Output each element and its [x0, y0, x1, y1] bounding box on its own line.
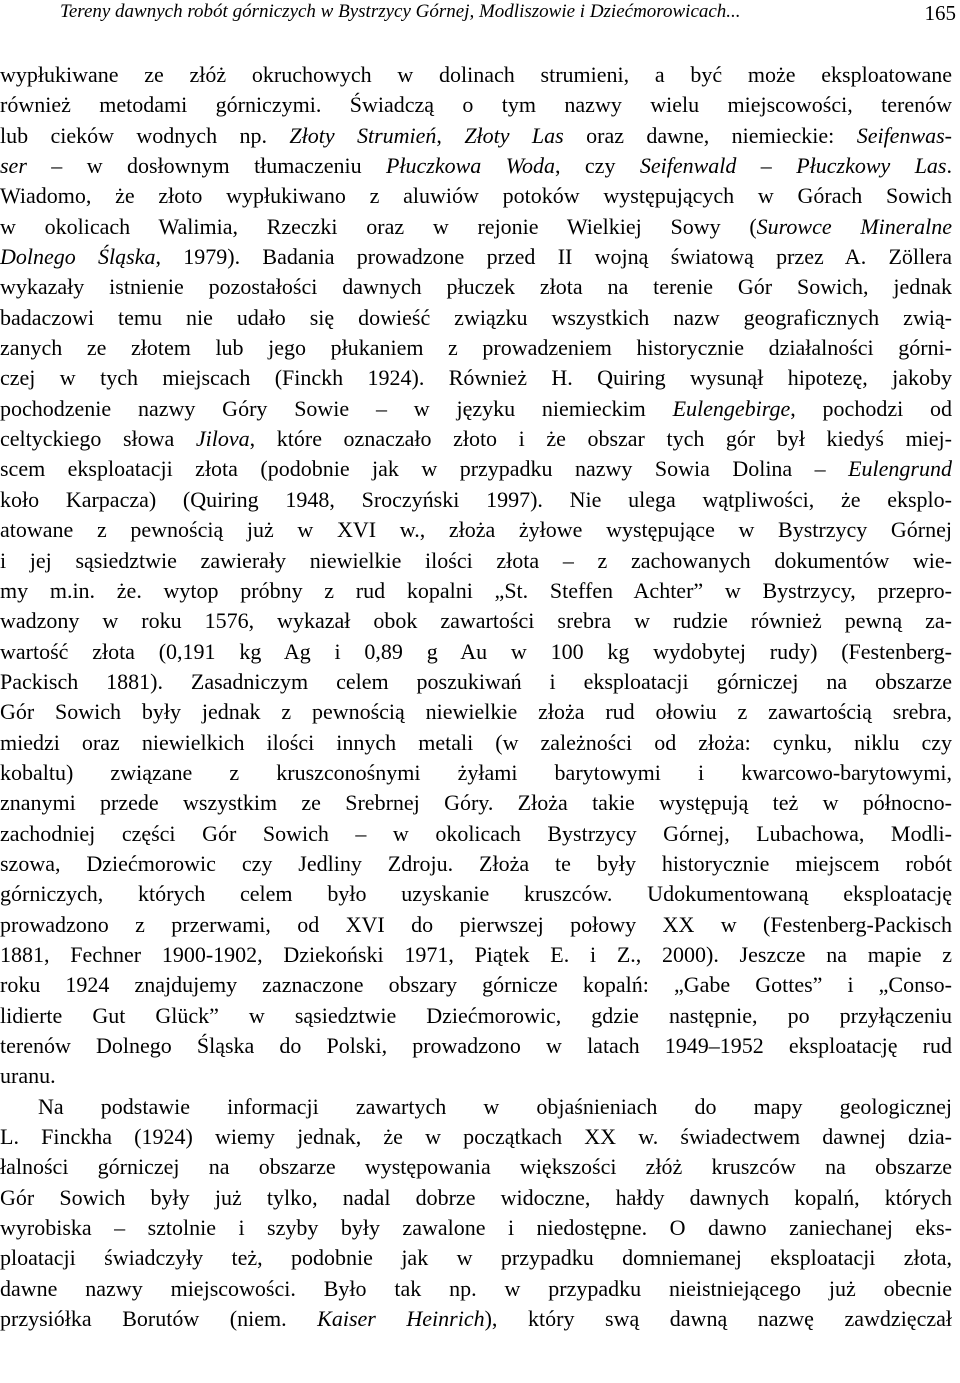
text-segment: uranu.: [0, 1063, 56, 1089]
text-line: [0, 181, 952, 211]
text-line: [0, 454, 952, 484]
text-segment: ), który swą dawną nazwę zawdzięczał: [484, 1306, 952, 1332]
text-line: [0, 1092, 952, 1122]
text-segment: Gór Sowich były już tylko, nadal dobrze widoczne, hałdy dawnych kopalń, których: [0, 1184, 952, 1210]
text-segment: szowa, Dziećmorowic czy Jedliny Zdroju. Złoża te były historycznie miejscem robót: [0, 850, 952, 876]
text-line: [0, 546, 952, 576]
text-segment: również metodami górniczymi. Świadczą o tym nazwy wielu miejscowości, terenów: [0, 92, 952, 118]
page-number: 165: [924, 1, 956, 25]
text-segment: oraz dawne, niemieckie:: [563, 122, 857, 148]
text-segment: , które oznaczało złoto i że obszar tych gór był kiedyś miej-: [249, 426, 952, 452]
text-segment: czej w tych miejscach (Finckh 1924). Również H. Quiring wysunął hipotezę, jakoby: [0, 365, 952, 391]
text-line: [0, 212, 952, 242]
text-segment: łalności górniczej na obszarze występowania większości złóż kruszców na obszarze: [0, 1154, 952, 1180]
text-line: [0, 1213, 952, 1243]
text-segment: znanymi przede wszystkim ze Srebrnej Góry. Złoża takie występują też w północno-: [0, 790, 952, 816]
text-line: [0, 940, 952, 970]
text-segment: prowadzono z przerwami, od XVI do pierwszej połowy XX w (Festenberg-Packisch: [0, 911, 952, 937]
text-segment: dawne nazwy miejscowości. Było tak np. w przypadku nieistniejącego już obecnie: [0, 1275, 952, 1301]
text-line: [0, 60, 952, 90]
italic-text-segment: Złoty Las: [464, 122, 564, 148]
text-line: [0, 879, 952, 909]
italic-text-segment: Dolnego Śląska: [0, 244, 156, 270]
text-segment: , pochodzi od: [790, 395, 952, 421]
running-header-title: Tereny dawnych robót górniczych w Bystrzycy Górnej, Modliszowie i Dziećmorowicach...: [60, 1, 741, 22]
text-segment: miedzi oraz niewielkich ilości innych metali (w zależności od złoża: cynku, niklu czy: [0, 729, 952, 755]
text-segment: my m.in. że. wytop próbny z rud kopalni „St. Steffen Achter” w Bystrzycy, przepro-: [0, 577, 952, 603]
text-line: [0, 970, 952, 1000]
text-segment: Na podstawie informacji zawartych w objaśnieniach do mapy geologicznej: [38, 1093, 952, 1119]
text-segment: koło Karpacza) (Quiring 1948, Sroczyński 1997). Nie ulega wątpliwości, że eksplo-: [0, 486, 952, 512]
italic-text-segment: Złoty Strumień: [289, 122, 437, 148]
text-line: [0, 576, 952, 606]
text-segment: wartość złota (0,191 kg Ag i 0,89 g Au w 100 kg wydobytej rudy) (Festenberg-: [0, 638, 952, 664]
text-segment: i jej sąsiedztwie zawierały niewielkie ilości złota – z zachowanych dokumentów wie-: [0, 547, 952, 573]
text-line: [0, 758, 952, 788]
text-segment: , 1979). Badania prowadzone przed II wojną światową przez A. Zöllera: [155, 244, 953, 270]
text-line: [0, 728, 952, 758]
italic-text-segment: Eulengebirge: [672, 395, 791, 421]
text-segment: Wiadomo, że złoto wypłukiwano z aluwiów potoków występujących w Górach Sowich: [0, 183, 952, 209]
text-segment: wypłukiwane ze złóż okruchowych w dolinach strumieni, a być może eksploatowane: [0, 62, 952, 87]
text-segment: badaczowi temu nie udało się dowieść związku wszystkich nazw geograficznych zwią-: [0, 304, 952, 330]
text-line: [0, 394, 952, 424]
text-line: [0, 1183, 952, 1213]
text-line: [0, 121, 952, 151]
text-line: [0, 697, 952, 727]
text-segment: w okolicach Walimia, Rzeczki oraz w rejonie Wielkiej Sowy (: [0, 213, 757, 239]
text-segment: L. Finckha (1924) wiemy jednak, że w początkach XX w. świadectwem dawnej dzia-: [0, 1124, 952, 1150]
text-line: [0, 1031, 952, 1061]
italic-text-segment: Kaiser Heinrich: [317, 1306, 485, 1332]
text-line: [0, 1001, 952, 1031]
text-line: [0, 90, 952, 120]
text-segment: terenów Dolnego Śląska do Polski, prowadzono w latach 1949–1952 eksploatację rud: [0, 1033, 952, 1058]
text-line: [0, 303, 952, 333]
text-segment: , czy: [555, 153, 640, 179]
text-segment: Gór Sowich były jednak z pewnością niewielkie złoża rud ołowiu z zawartością srebra,: [0, 699, 952, 725]
text-segment: zachodniej części Gór Sowich – w okolicach Bystrzycy Górnej, Lubachowa, Modli-: [0, 820, 952, 846]
text-segment: – w dosłownym tłumaczeniu: [26, 153, 386, 179]
text-line: [0, 1061, 952, 1091]
text-segment: .: [946, 153, 952, 179]
text-segment: lub cieków wodnych np.: [0, 122, 290, 148]
italic-text-segment: Surowce Mineralne: [756, 213, 952, 239]
text-line: [0, 242, 952, 272]
text-segment: górniczych, których celem było uzyskanie kruszców. Udokumentowaną eksploatację: [0, 881, 952, 907]
text-segment: scem eksploatacji złota (podobnie jak w przypadku nazwy Sowia Dolina –: [0, 456, 849, 482]
text-segment: kobaltu) związane z kruszconośnymi żyłami barytowymi i kwarcowo-barytowymi,: [0, 759, 952, 785]
running-header: [0, 0, 960, 30]
body-text: [0, 60, 952, 1334]
text-line: [0, 1243, 952, 1273]
text-segment: roku 1924 znajdujemy zaznaczone obszary górnicze kopalń: „Gabe Gottes” i „Conso-: [0, 972, 952, 998]
text-segment: zanych ze złotem lub jego płukaniem z prowadzeniem historycznie działalności górni-: [0, 335, 952, 361]
text-line: [0, 363, 952, 393]
text-line: [0, 515, 952, 545]
text-line: [0, 910, 952, 940]
text-line: [0, 1122, 952, 1152]
text-line: [0, 819, 952, 849]
text-segment: ploatacji świadczyły też, podobnie jak w przypadku domniemanej eksploatacji złota,: [0, 1245, 952, 1271]
text-segment: lidierte Gut Glück” w sąsiedztwie Dziećmorowic, gdzie następnie, po przyłączeniu: [0, 1002, 952, 1028]
text-line: [0, 1152, 952, 1182]
text-line: [0, 485, 952, 515]
text-line: [0, 667, 952, 697]
text-line: [0, 272, 952, 302]
text-segment: wykazały istnienie pozostałości dawnych płuczek złota na terenie Gór Sowich, jednak: [0, 274, 952, 300]
italic-text-segment: Płuczkowa Woda: [385, 153, 556, 179]
text-line: [0, 151, 952, 181]
italic-text-segment: Seifenwald – Płuczkowy Las: [639, 153, 947, 179]
text-line: [0, 849, 952, 879]
text-segment: pochodzenie nazwy Góry Sowie – w języku niemieckim: [0, 395, 673, 421]
italic-text-segment: Eulengrund: [848, 456, 952, 482]
text-line: [0, 424, 952, 454]
italic-text-segment: ser: [0, 153, 27, 179]
text-line: [0, 637, 952, 667]
text-line: [0, 788, 952, 818]
text-segment: celtyckiego słowa: [0, 426, 196, 452]
text-segment: wadzony w roku 1576, wykazał obok zawartości srebra w rudzie również pewną za-: [0, 608, 952, 634]
text-segment: wyrobiska – sztolnie i szyby były zawalone i niedostępne. O dawno zaniechanej eks-: [0, 1215, 952, 1241]
text-line: [0, 333, 952, 363]
text-segment: atowane z pewnością już w XVI w., złoża żyłowe występujące w Bystrzycy Górnej: [0, 517, 952, 543]
text-segment: 1881, Fechner 1900-1902, Dziekoński 1971, Piątek E. i Z., 2000). Jeszcze na mapie z: [0, 941, 952, 967]
text-segment: Packisch 1881). Zasadniczym celem poszukiwań i eksploatacji górniczej na obszarze: [0, 668, 952, 694]
italic-text-segment: Jilova: [195, 426, 250, 452]
text-line: [0, 1274, 952, 1304]
text-line: [0, 606, 952, 636]
italic-text-segment: Seifenwas-: [856, 122, 953, 148]
text-segment: ,: [436, 122, 465, 148]
text-line: [0, 1304, 952, 1334]
text-segment: przysiółka Borutów (niem.: [0, 1306, 318, 1332]
